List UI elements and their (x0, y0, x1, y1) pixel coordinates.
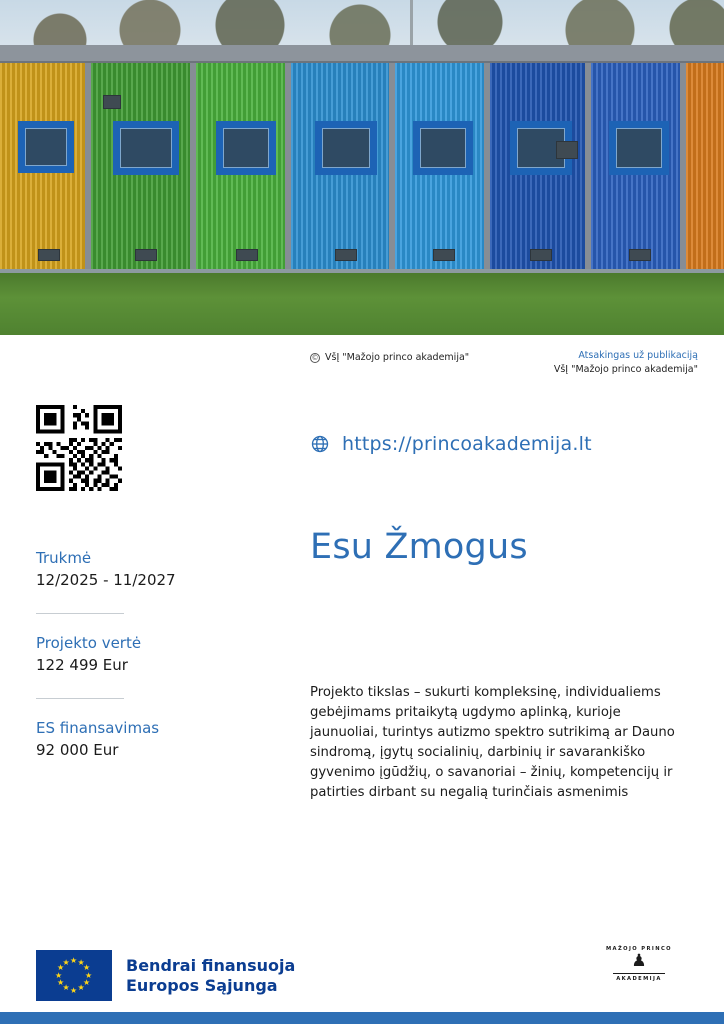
eu-star-icon: ★ (70, 985, 78, 995)
page-title: Esu Žmogus (310, 527, 528, 567)
vent (38, 249, 60, 261)
meta-duration-value: 12/2025 - 11/2027 (36, 571, 176, 589)
footer (0, 934, 724, 1024)
eu-star-icon: ★ (62, 957, 70, 967)
academy-logo (602, 946, 676, 996)
eu-flag-icon (36, 950, 112, 1001)
eu-star-icon: ★ (85, 970, 93, 980)
academy-logo-rule (613, 973, 665, 974)
vent (556, 141, 578, 159)
crown-icon: ♟ (631, 951, 647, 971)
caption-row (0, 350, 724, 390)
eu-cofunding-text (126, 956, 295, 996)
eu-star-icon: ★ (82, 978, 91, 987)
eu-star-icon: ★ (55, 970, 63, 980)
footer-accent-bar (0, 1012, 724, 1024)
facade-panel-green (91, 63, 196, 275)
eu-star-icon: ★ (77, 957, 85, 967)
website-url-text: https://princoakademija.lt (342, 433, 592, 455)
academy-logo-bottom-text: AKADEMIJA (616, 976, 662, 982)
eu-star-icon: ★ (62, 983, 70, 993)
divider (36, 698, 124, 699)
meta-project-value-label: Projekto vertė (36, 634, 142, 652)
eu-star-icon: ★ (57, 978, 65, 987)
divider (36, 613, 124, 614)
meta-duration (36, 549, 246, 589)
image-credit (310, 352, 469, 363)
window (413, 121, 473, 175)
project-description: Projekto tikslas – sukurti kompleksinę, individualiems gebėjimams pritaikytą ugdymo aplinką, kurioje jaunuoliai, turintys autizmo spektro sutrikimą ar Dauno sindromą, įgytų socialinių, darbinių ir savarankiško gyvenimo įgūdžių, o savanoriai – žinių, kompetencijų ir patirties dirbant su negalią turinčiais asmenimis (310, 685, 675, 801)
window (609, 121, 669, 175)
project-meta (36, 549, 246, 759)
meta-project-value (36, 634, 246, 674)
qr-code-icon[interactable] (36, 405, 122, 491)
facade-panels (0, 63, 724, 275)
facade-panel-lightblue-2 (395, 63, 490, 275)
responsible-org: VšĮ "Mažojo princo akademija" (553, 364, 698, 375)
window (315, 121, 377, 175)
eu-star-icon: ★ (82, 963, 91, 972)
eu-cofunding-logo (36, 950, 295, 1001)
eu-star-icon: ★ (57, 963, 65, 972)
window (216, 121, 276, 175)
publication-responsibility (554, 350, 698, 375)
vent (433, 249, 455, 261)
hero-image (0, 0, 724, 335)
facade-panel-blue (490, 63, 591, 275)
vent (629, 249, 651, 261)
lawn (0, 273, 724, 335)
meta-project-value-amount: 122 499 Eur (36, 656, 128, 674)
vent (236, 249, 258, 261)
vent (530, 249, 552, 261)
academy-logo-top-text: MAŽOJO PRINCO (606, 946, 672, 952)
roof-band (0, 45, 724, 63)
meta-duration-label: Trukmė (36, 549, 92, 567)
meta-eu-funding-amount: 92 000 Eur (36, 741, 119, 759)
meta-eu-funding-label: ES finansavimas (36, 719, 160, 737)
image-credit-text: VšĮ "Mažojo princo akademija" (325, 352, 470, 363)
facade-panel-yellow (0, 63, 91, 275)
school-building (0, 45, 724, 275)
facade-panel-lightblue (291, 63, 396, 275)
eu-star-icon: ★ (70, 955, 78, 965)
meta-eu-funding (36, 719, 246, 759)
website-link[interactable] (310, 433, 592, 455)
vent (103, 95, 121, 109)
copyright-icon: © (311, 353, 319, 362)
facade-panel-green-2 (196, 63, 291, 275)
eu-star-icon: ★ (77, 983, 85, 993)
vent (335, 249, 357, 261)
eu-line-1: Bendrai finansuoja (126, 955, 296, 975)
facade-panel-blue-2 (591, 63, 686, 275)
vent (135, 249, 157, 261)
globe-icon (310, 434, 330, 454)
responsible-label: Atsakingas už publikaciją (578, 350, 698, 361)
eu-line-2: Europos Sąjunga (126, 975, 278, 995)
window (113, 121, 179, 175)
facade-panel-orange (686, 63, 724, 275)
window (18, 121, 74, 173)
